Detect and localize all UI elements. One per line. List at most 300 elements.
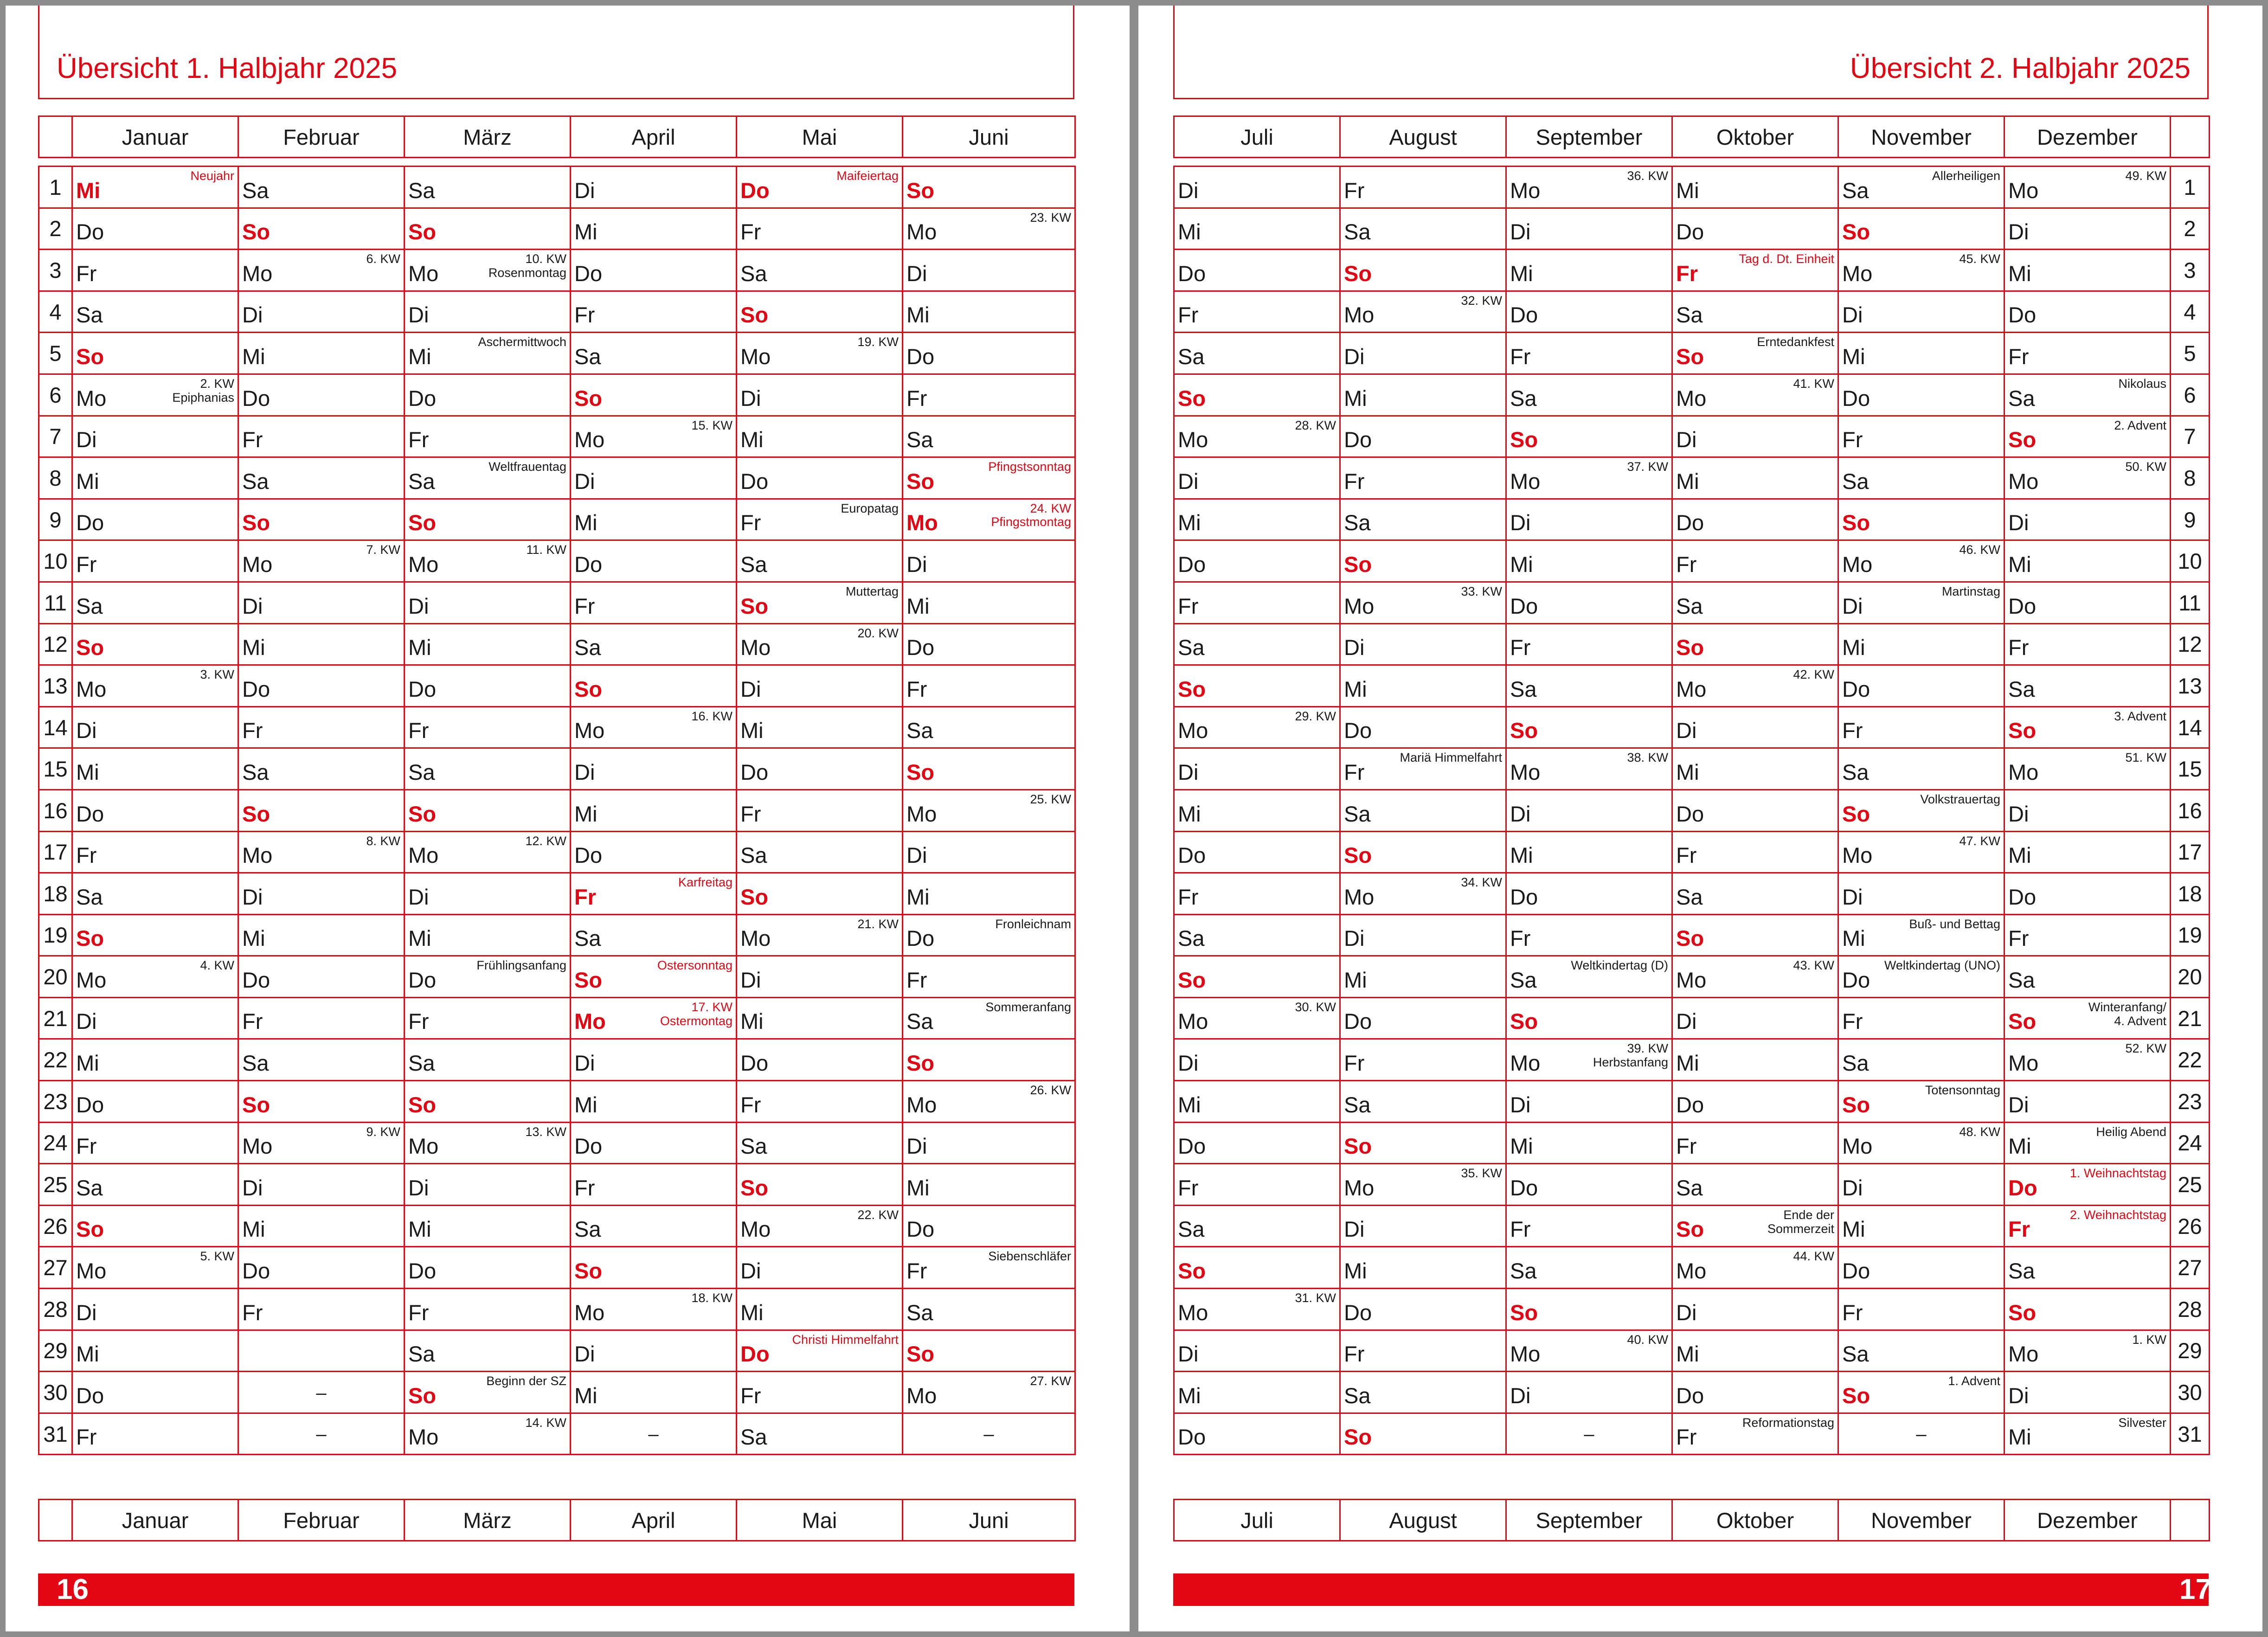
day-number: 6 [39, 374, 72, 416]
day-annotation [1959, 835, 2000, 848]
month-label: August [1340, 1500, 1506, 1541]
annotation-line: 4. Advent [2114, 1014, 2166, 1028]
day-cell [238, 1081, 405, 1123]
weekday-label: Mo [740, 926, 771, 951]
weekday-label: So [906, 1342, 935, 1367]
weekday-label: Fr [1178, 1175, 1199, 1200]
day-annotation [988, 1250, 1071, 1264]
day-cell [1506, 1289, 1672, 1330]
weekday-label: Fr [1842, 427, 1863, 452]
day-annotation [1030, 1374, 1071, 1388]
day-cell [238, 499, 405, 540]
day-cell [903, 1330, 1075, 1372]
weekday-label: So [242, 801, 270, 826]
annotation-line: 17. KW [691, 1000, 732, 1014]
day-annotation [1627, 751, 1668, 765]
day-number: 1 [39, 167, 72, 208]
day-cell [72, 1081, 238, 1123]
day-cell [405, 1122, 571, 1164]
day-cell [1506, 706, 1672, 748]
day-cell [72, 499, 238, 540]
weekday-label: Do [2008, 302, 2037, 327]
annotation-line: 2. Weihnachtstag [2069, 1207, 2166, 1222]
table-row [39, 1205, 1075, 1247]
table-row [1174, 1122, 2210, 1164]
day-number: 4 [2171, 291, 2210, 333]
day-cell [737, 1330, 903, 1372]
weekday-label: Sa [1510, 385, 1537, 411]
weekday-label: Sa [1842, 759, 1869, 784]
table-row [1174, 333, 2210, 374]
day-cell [2005, 1205, 2171, 1247]
weekday-label: Sa [574, 926, 601, 951]
annotation-line: 46. KW [1959, 543, 2000, 557]
day-annotation [1030, 1084, 1071, 1098]
weekday-label: So [1510, 1300, 1538, 1325]
day-cell [737, 1413, 903, 1455]
annotation-line: 41. KW [1793, 376, 1834, 391]
day-cell [1506, 748, 1672, 790]
day-cell [1838, 374, 2005, 416]
day-cell [737, 665, 903, 707]
annotation-line: Buß- und Bettag [1909, 917, 2000, 931]
day-cell [1672, 291, 1838, 333]
day-cell [1672, 790, 1838, 831]
weekday-label: Sa [906, 1009, 933, 1034]
day-cell [903, 914, 1075, 956]
day-number: 14 [39, 706, 72, 748]
day-cell [1672, 1205, 1838, 1247]
day-cell [1506, 831, 1672, 873]
weekday-label: Mo [906, 1092, 937, 1117]
weekday-label: Sa [1344, 1092, 1371, 1117]
weekday-label: Di [76, 1300, 97, 1325]
day-cell [72, 706, 238, 748]
annotation-line: Mariä Himmelfahrt [1400, 751, 1502, 765]
day-annotation [488, 460, 566, 474]
weekday-label: Fr [2008, 926, 2029, 951]
weekday-label: Mo [76, 676, 107, 701]
weekday-label: So [574, 385, 603, 411]
weekday-label: Mo [1344, 593, 1375, 618]
weekday-label: So [1676, 926, 1704, 951]
day-annotation [366, 252, 400, 266]
day-cell [1838, 706, 2005, 748]
day-cell [1340, 582, 1506, 623]
day-annotation [1932, 169, 2000, 183]
weekday-label: Do [740, 759, 769, 784]
day-cell [405, 914, 571, 956]
day-cell [72, 873, 238, 915]
page-title: Übersicht 1. Halbjahr 2025 [57, 52, 398, 84]
annotation-line: 27. KW [1030, 1374, 1071, 1388]
day-cell [1672, 1330, 1838, 1372]
weekday-label: Di [1344, 344, 1365, 369]
weekday-label: Mi [242, 635, 265, 660]
weekday-label: Mi [1842, 926, 1865, 951]
weekday-label: Di [1676, 1300, 1697, 1325]
day-annotation [678, 876, 732, 890]
weekday-label: Sa [1676, 593, 1703, 618]
month-label: Juni [903, 116, 1075, 158]
annotation-line: Sommerzeit [1767, 1221, 1834, 1236]
day-cell [737, 1205, 903, 1247]
weekday-label: Mo [242, 843, 273, 868]
day-cell [72, 1247, 238, 1289]
annotation-line: 37. KW [1627, 460, 1668, 474]
weekday-label: Fr [574, 884, 596, 909]
day-cell [1340, 1039, 1506, 1081]
day-annotation [525, 835, 566, 848]
weekday-label: So [740, 302, 769, 327]
day-number: 15 [2171, 748, 2210, 790]
weekday-label: Fr [740, 801, 761, 826]
weekday-label: Do [740, 1342, 770, 1367]
weekday-label: Sa [242, 469, 269, 494]
weekday-label: Di [1178, 1051, 1199, 1076]
day-cell [1340, 665, 1506, 707]
day-number: 27 [2171, 1247, 2210, 1289]
weekday-label: Mo [1510, 469, 1541, 494]
table-row [1174, 582, 2210, 623]
table-row [1174, 250, 2210, 291]
day-cell [72, 1205, 238, 1247]
table-row [39, 956, 1075, 998]
day-cell [72, 914, 238, 956]
annotation-line: 4. KW [200, 958, 234, 973]
day-cell [72, 748, 238, 790]
annotation-line: 39. KW [1627, 1041, 1668, 1056]
day-cell [1174, 1413, 1340, 1455]
table-row [1174, 1289, 2210, 1330]
weekday-label: Do [76, 510, 104, 535]
day-cell [737, 873, 903, 915]
day-cell [1838, 997, 2005, 1039]
weekday-label: Mi [408, 635, 431, 660]
day-annotation [1884, 959, 2000, 973]
day-annotation [1909, 918, 2000, 931]
day-cell [72, 623, 238, 665]
day-annotation [841, 502, 899, 516]
weekday-label: Mi [1178, 510, 1201, 535]
table-row [39, 1289, 1075, 1330]
day-cell [571, 1372, 737, 1413]
day-annotation [2132, 1333, 2166, 1347]
weekday-label: Mo [2008, 469, 2039, 494]
day-annotation [991, 502, 1071, 529]
day-cell [405, 790, 571, 831]
day-cell [737, 499, 903, 540]
day-cell [2005, 582, 2171, 623]
weekday-label: Do [740, 178, 770, 203]
month-label: September [1506, 116, 1672, 158]
weekday-label: Do [906, 344, 935, 369]
day-cell [1506, 1081, 1672, 1123]
day-cell [405, 1372, 571, 1413]
day-cell [1838, 167, 2005, 208]
day-cell [238, 374, 405, 416]
month-label: August [1340, 116, 1506, 158]
day-annotation [691, 1291, 732, 1305]
weekday-label: So [2008, 427, 2037, 452]
annotation-line: 14. KW [525, 1415, 566, 1430]
day-annotation [1959, 543, 2000, 557]
day-cell [737, 1122, 903, 1164]
day-cell [571, 333, 737, 374]
weekday-label: Sa [76, 302, 103, 327]
day-cell [1506, 416, 1672, 457]
weekday-label: Mi [1510, 261, 1533, 286]
table-row [1174, 748, 2210, 790]
day-cell [405, 623, 571, 665]
day-annotation [1295, 419, 1336, 433]
day-cell [1340, 540, 1506, 582]
day-annotation [1739, 252, 1834, 266]
table-row [1174, 416, 2210, 457]
table-row [39, 997, 1075, 1039]
weekday-label: Fr [574, 1175, 595, 1200]
weekday-label: Mo [408, 261, 439, 286]
footer-bar [38, 1573, 1074, 1606]
annotation-line: 15. KW [691, 418, 732, 432]
annotation-line: 21. KW [857, 917, 899, 931]
weekday-label: So [574, 1258, 603, 1284]
weekday-label: So [1842, 801, 1870, 826]
day-annotation [525, 1125, 566, 1139]
weekday-label: Mi [574, 510, 598, 535]
weekday-label: Fr [408, 718, 429, 743]
day-cell [737, 333, 903, 374]
day-number: 21 [39, 997, 72, 1039]
weekday-label: Mi [408, 926, 431, 951]
day-annotation [1461, 876, 1502, 890]
weekday-label: Sa [242, 178, 269, 203]
day-cell [571, 665, 737, 707]
weekday-label: So [740, 1175, 769, 1200]
day-annotation [1757, 335, 1834, 349]
weekday-label: Mi [2008, 1425, 2031, 1450]
weekday-label: Fr [1842, 718, 1863, 743]
day-cell [1672, 1247, 1838, 1289]
weekday-label: Mi [1344, 676, 1367, 701]
weekday-label: Mi [1510, 1134, 1533, 1159]
day-cell [1340, 1122, 1506, 1164]
annotation-line: Sommeranfang [985, 1000, 1071, 1014]
weekday-label: Mo [2008, 1342, 2039, 1367]
day-cell [1672, 499, 1838, 540]
day-cell [571, 790, 737, 831]
weekday-label: Sa [740, 1425, 767, 1450]
day-cell [571, 831, 737, 873]
weekday-label: Sa [76, 884, 103, 909]
weekday-label: Di [408, 593, 429, 618]
weekday-label: Do [76, 801, 104, 826]
weekday-label: Di [1344, 1217, 1365, 1242]
weekday-label: Mo [1178, 718, 1208, 743]
annotation-line: 19. KW [857, 335, 899, 349]
weekday-label: Sa [1178, 926, 1205, 951]
day-cell [1506, 997, 1672, 1039]
day-annotation [857, 918, 899, 931]
weekday-label: Fr [740, 1092, 761, 1117]
day-cell [1174, 914, 1340, 956]
day-cell [405, 499, 571, 540]
day-annotation [857, 1208, 899, 1222]
day-cell [571, 914, 737, 956]
weekday-label: Di [1676, 718, 1697, 743]
weekday-label: Do [574, 843, 603, 868]
annotation-line: 30. KW [1295, 1000, 1336, 1014]
day-cell [1340, 1164, 1506, 1206]
weekday-label: Mi [242, 1217, 265, 1242]
month-label: Januar [72, 1500, 238, 1541]
day-cell [737, 956, 903, 998]
weekday-label: Mi [740, 1300, 764, 1325]
day-cell [571, 956, 737, 998]
day-cell [72, 1330, 238, 1372]
day-cell [405, 582, 571, 623]
weekday-label: Di [906, 1134, 927, 1159]
month-label: November [1838, 116, 2005, 158]
table-row [1174, 1039, 2210, 1081]
day-cell [2005, 914, 2171, 956]
day-cell [1838, 665, 2005, 707]
weekday-label: Mi [1510, 552, 1533, 577]
weekday-label: Mi [1676, 1051, 1699, 1076]
day-cell [405, 457, 571, 499]
weekday-label: So [906, 759, 935, 784]
weekday-label: Di [76, 1009, 97, 1034]
weekday-label: Sa [574, 344, 601, 369]
weekday-label: Do [1510, 593, 1538, 618]
annotation-line: Aschermittwoch [478, 335, 566, 349]
weekday-label: Mo [408, 1425, 439, 1450]
day-cell [405, 208, 571, 250]
day-cell [1506, 873, 1672, 915]
weekday-label: Di [740, 676, 761, 701]
table-row [1174, 665, 2210, 707]
day-number: 29 [39, 1330, 72, 1372]
day-annotation [526, 543, 566, 557]
annotation-line: 42. KW [1793, 668, 1834, 682]
day-cell [1340, 250, 1506, 291]
weekday-label: Sa [740, 1134, 767, 1159]
table-row [1174, 997, 2210, 1039]
day-number: 6 [2171, 374, 2210, 416]
day-cell [405, 748, 571, 790]
weekday-label: Sa [2008, 385, 2035, 411]
day-annotation [2088, 1001, 2166, 1028]
header-spacer [2171, 116, 2210, 158]
weekday-label: Mo [1178, 1009, 1208, 1034]
weekday-label: Di [574, 178, 595, 203]
weekday-label: Mo [1510, 759, 1541, 784]
weekday-label: So [740, 593, 769, 618]
weekday-label: Mo [1676, 676, 1707, 701]
day-cell [1174, 167, 1340, 208]
table-row [1174, 914, 2210, 956]
weekday-label: Sa [1842, 1051, 1869, 1076]
table-row [1174, 1372, 2210, 1413]
weekday-label: Mi [1510, 843, 1533, 868]
day-annotation [792, 1333, 899, 1347]
weekday-label: Mi [740, 1009, 764, 1034]
weekday-label: Fr [242, 1009, 263, 1034]
weekday-label: Do [1676, 1383, 1704, 1408]
day-number: 28 [39, 1289, 72, 1330]
day-annotation [691, 419, 732, 433]
day-cell [1672, 416, 1838, 457]
weekday-label: Di [906, 261, 927, 286]
table-row [39, 1247, 1075, 1289]
day-cell [1838, 956, 2005, 998]
weekday-label: Mi [1842, 1217, 1865, 1242]
day-cell [238, 1122, 405, 1164]
annotation-line: 47. KW [1959, 834, 2000, 848]
header-spacer [2171, 1500, 2210, 1541]
day-number: 24 [39, 1122, 72, 1164]
annotation-line: Allerheiligen [1932, 169, 2000, 183]
weekday-label: Sa [1676, 884, 1703, 909]
weekday-label: Mi [2008, 552, 2031, 577]
day-annotation [2118, 377, 2166, 391]
day-cell [405, 997, 571, 1039]
day-annotation [1461, 585, 1502, 599]
table-row [1174, 457, 2210, 499]
day-cell [903, 1372, 1075, 1413]
day-number: 8 [2171, 457, 2210, 499]
weekday-label: Fr [76, 261, 97, 286]
weekday-label: Fr [1178, 302, 1199, 327]
weekday-label: Do [574, 552, 603, 577]
day-cell [1506, 540, 1672, 582]
weekday-label: Sa [1178, 635, 1205, 660]
weekday-label: Fr [1676, 1425, 1697, 1450]
day-number: 18 [2171, 873, 2210, 915]
day-cell [405, 374, 571, 416]
day-cell [72, 167, 238, 208]
weekday-label: Sa [408, 469, 435, 494]
day-cell [1838, 1247, 2005, 1289]
day-cell [2005, 167, 2171, 208]
weekday-label: Di [1510, 1092, 1531, 1117]
weekday-label: Di [76, 718, 97, 743]
day-cell [1838, 1122, 2005, 1164]
weekday-label: Di [242, 1175, 263, 1200]
day-cell [1340, 333, 1506, 374]
day-annotation [2125, 460, 2166, 474]
day-cell [405, 416, 571, 457]
day-cell [1174, 208, 1340, 250]
day-cell [1838, 873, 2005, 915]
day-cell [405, 291, 571, 333]
no-day-dash: – [648, 1424, 659, 1445]
day-number: 26 [2171, 1205, 2210, 1247]
day-annotation [366, 543, 400, 557]
day-cell [1340, 1081, 1506, 1123]
day-annotation [2118, 1416, 2166, 1430]
weekday-label: So [242, 219, 270, 244]
day-cell [2005, 291, 2171, 333]
day-cell [903, 416, 1075, 457]
day-cell [72, 1413, 238, 1455]
weekday-label: Sa [2008, 967, 2035, 992]
day-cell [2005, 374, 2171, 416]
annotation-line: 20. KW [857, 626, 899, 640]
day-number: 23 [39, 1081, 72, 1123]
day-number: 16 [2171, 790, 2210, 831]
day-cell [2005, 997, 2171, 1039]
